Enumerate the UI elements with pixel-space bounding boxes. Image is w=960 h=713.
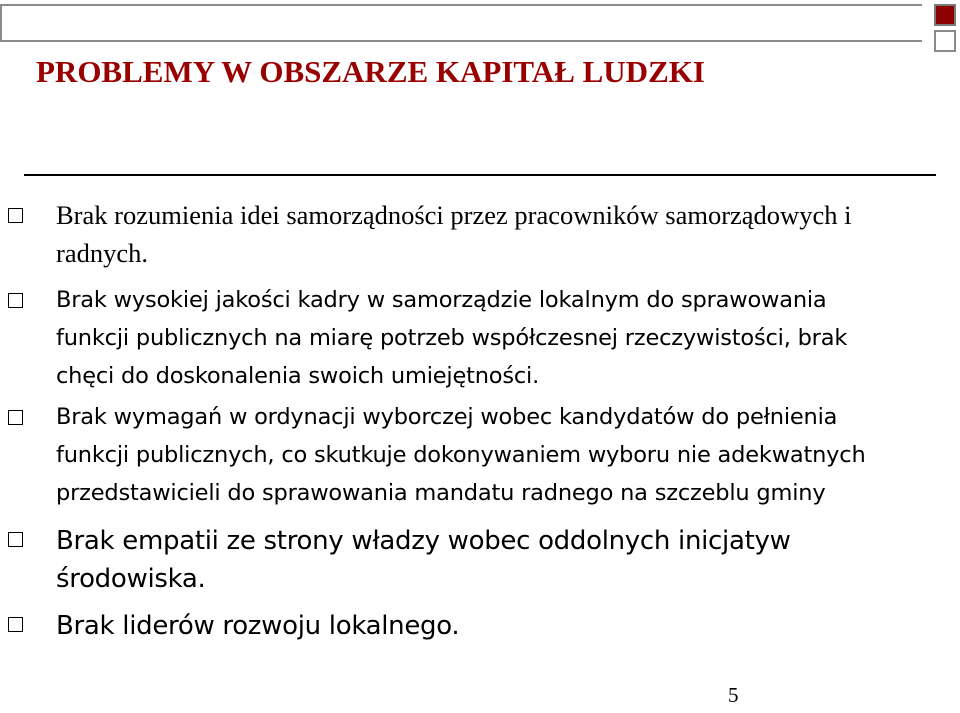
header-frame <box>0 4 922 42</box>
bullet-item <box>0 607 906 645</box>
hollow-square-icon <box>8 208 23 223</box>
corner-square-red <box>934 4 956 26</box>
hollow-square-icon <box>8 532 23 547</box>
bullet-item <box>0 196 906 272</box>
hollow-square-icon <box>8 293 23 308</box>
corner-square-gray <box>934 30 956 52</box>
bullet-item <box>0 522 906 598</box>
hollow-square-icon <box>8 410 23 425</box>
page-number: 5 <box>728 683 739 707</box>
bullet-item <box>0 398 906 512</box>
bullet-text: Brak rozumienia idei samorządności przez pracowników samorządowych i radnych. <box>56 200 852 268</box>
slide-title: PROBLEMY W OBSZARZE KAPITAŁ LUDZKI <box>36 54 705 89</box>
bullet-list <box>0 196 960 645</box>
bullet-text: Brak empatii ze strony władzy wobec oddolnych inicjatyw środowiska. <box>56 526 791 594</box>
bullet-text: Brak liderów rozwoju lokalnego. <box>56 611 460 641</box>
bullet-item <box>0 281 906 395</box>
title-divider <box>24 174 936 176</box>
bullet-text: Brak wymagań w ordynacji wyborczej wobec kandydatów do pełnienia funkcji publicznych, co skutkuje dokonywaniem wyboru nie adekwatnych przedstawicieli do sprawowania mandatu radnego na szczeblu gminy <box>56 404 866 506</box>
hollow-square-icon <box>8 617 23 632</box>
bullet-text: Brak wysokiej jakości kadry w samorządzie lokalnym do sprawowania funkcji publicznych na miarę potrzeb współczesnej rzeczywistości, brak chęci do doskonalenia swoich umiejętności. <box>56 287 848 389</box>
